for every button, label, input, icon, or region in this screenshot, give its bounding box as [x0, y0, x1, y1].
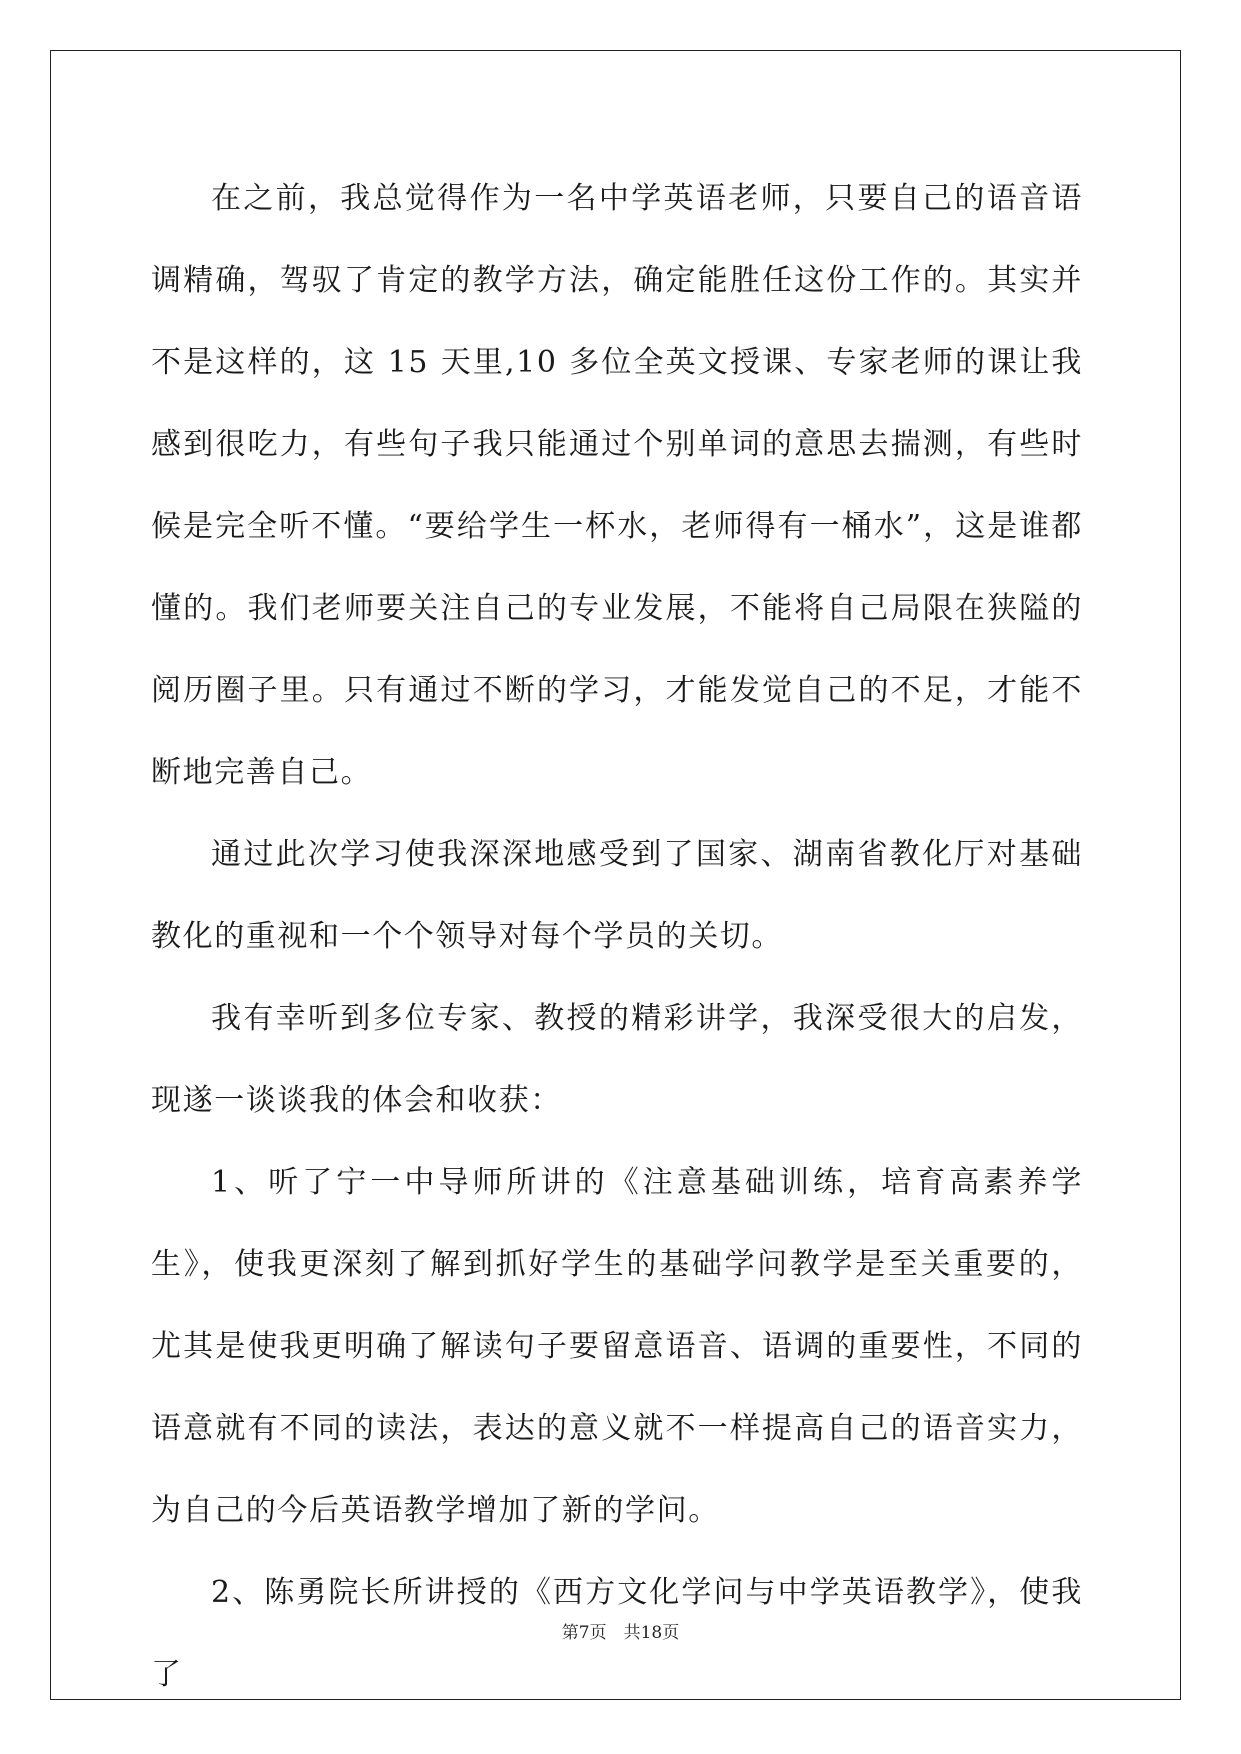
paragraph-2: 通过此次学习使我深深地感受到了国家、湖南省教化厅对基础教化的重视和一个个领导对每个学员的关切。: [151, 837, 1083, 954]
document-body: [151, 158, 1083, 1716]
paragraph-1: 在之前，我总觉得作为一名中学英语老师，只要自己的语音语调精确，驾驭了肯定的教学方法，确定能胜任这份工作的。其实并不是这样的，这 15 天里,10 多位全英文授课、专家老师的课让我感到很吃力，有些句子我只能通过个别单词的意思去揣测，有些时候是完全听不懂。“要给学生一杯水，老师得有一桶水”，这是谁都懂的。我们老师要关注自己的专业发展，不能将自己局限在狭隘的阅历圈子里。只有通过不断的学习，才能发觉自己的不足，才能不断地完善自己。: [151, 181, 1083, 790]
page-number-footer: 第7页 共18页: [561, 1623, 680, 1643]
paragraph-4: 1、听了宁一中导师所讲的《注意基础训练，培育高素养学生》，使我更深刻了解到抓好学生的基础学问教学是至关重要的，尤其是使我更明确了解读句子要留意语音、语调的重要性，不同的语意就有不同的读法，表达的意义就不一样提高自己的语音实力，为自己的今后英语教学增加了新的学问。: [151, 1165, 1083, 1528]
paragraph-3: 我有幸听到多位专家、教授的精彩讲学，我深受很大的启发，现遂一谈谈我的体会和收获：: [151, 1001, 1083, 1118]
paragraph-5: 2、陈勇院长所讲授的《西方文化学问与中学英语教学》，使我了: [151, 1575, 1083, 1692]
